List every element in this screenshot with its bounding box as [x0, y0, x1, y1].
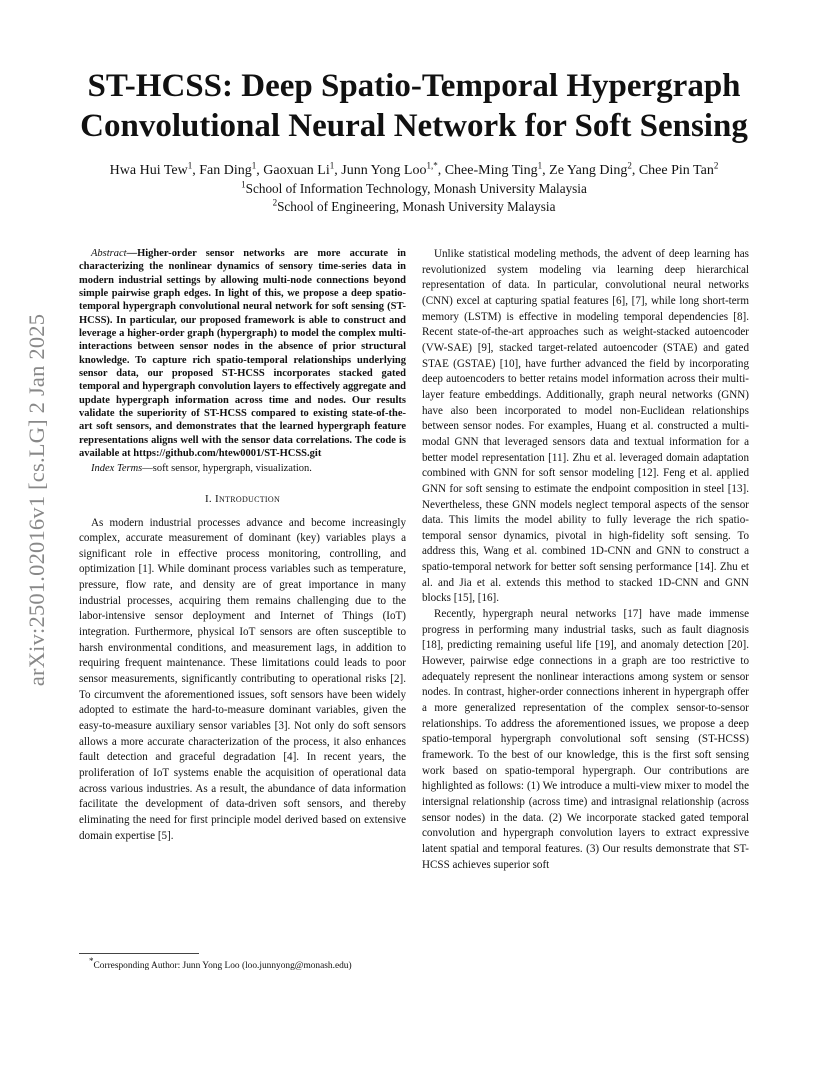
section-heading-introduction: I. Introduction [204, 492, 281, 505]
intro-paragraph-2: Unlike statistical modeling methods, the advent of deep learning has revolutionized system modeling via learning deep hierarchical representation of data. In particular, convolutional neural networks (CNN) excel at capturing spatial features [6], [7], while long short-term memory (LSTM) is effective in modeling temporal dependencies [8]. Recent state-of-the-art approaches such as weight-stacked autoencoder (VW-SAE) [9], stacked target-related autoencoder (STAE) and gated STAE (GSTAE) [10], have further advanced the field by incorporating deep autoencoders to better retains model information across their multi-layer feature embeddings. Additionally, graph neural networks (GNN) have also been incorporated to model non-Euclidean relationships between sensor nodes. For examples, Huang et al. constructed a multi-modal GNN that leveraged sensors data and textual information for a better model representation [11]. Zhu et al. leveraged domain adaptation combined with GNN for soft sensor modeling [12]. Feng et al. applied GNN for soft sensing to estimate the endpoint composition in steel [13]. Nevertheless, these GNN models neglect temporal aspects of the sensor data. This limits the model ability to fully leverage the rich spatio-temporal sensor dynamics, pivotal in high-fidelity soft sensing. To address this, Wang et al. combined 1D-CNN and GNN to construct a spatio-temporal network for better soft sensing performance [14]. Zhu et al. and Jia et al. extends this method to stacked 1D-CNN and GNN blocks [15], [16]. [422, 248, 749, 605]
affiliation-1: $^1$School of Information Technology, Monash University Malaysia [241, 179, 587, 196]
author: Hwa Hui Tew$^1$ [109, 160, 193, 178]
index-terms: Index Terms—soft sensor, hypergraph, visualization. [91, 462, 312, 474]
arxiv-identifier: arXiv:2501.02016v1 [cs.LG] 2 Jan 2025 [24, 313, 49, 687]
author: Ze Yang Ding$^2$ [549, 160, 632, 178]
arxiv-sidebar [22, 300, 52, 700]
intro-paragraph-3: Recently, hypergraph neural networks [17] have made immense progress in performing many industrial tasks, such as fault diagnosis [18], predicting remaining useful life [19], and anomaly detection [20]. However, pairwise edge connections in a graph are too restrictive to adequately represent the nonlinear interactions among system or sensor nodes. In contrast, higher-order connections inherent in hypergraph offer a more generalized representation of the complex sensor-to-sensor relationships. To address the aforementioned issues, we propose a deep spatio-temporal hypergraph convolutional soft sensing (ST-HCSS) framework. To the best of our knowledge, this is the first soft sensing work based on spatio-temporal hypergraph. Our contributions are highlighted as follows: (1) We introduce a multi-view mixer to model the intersignal relationship (across time) and intrasignal relationship (across sensor nodes) in the data. (2) We incorporate stacked gated temporal convolution and hypergraph convolution layers to extract expressive latent spatial and temporal features. (3) Our results demonstrate that ST-HCSS achieves superior soft [422, 608, 749, 871]
paper-title [60, 66, 768, 146]
abstract: Abstract—Higher-order sensor networks are more accurate in characterizing the nonlinear dynamics of sensory time-series data in modern industrial settings by allowing multi-node connections beyond simple pairwise graph edges. In light of this, we propose a deep spatio-temporal hypergraph convolutional neural network for soft sensing (ST-HCSS). In particular, our proposed framework is able to construct and leverage a higher-order graph (hypergraph) to model the complex multi-interactions between sensor nodes in the absence of prior structural knowledge. To capture rich spatio-temporal relationships underlying sensor data, our proposed ST-HCSS incorporates stacked gated temporal and hypergraph convolution layers to effectively aggregate and update hypergraph information across time and nodes. Our results validate the superiority of ST-HCSS compared to existing state-of-the-art soft sensors, and demonstrates that the learned hypergraph feature representations aligns well with the sensor data correlations. The code is available at https://github.com/htew0001/ST-HCSS.git [79, 248, 406, 460]
author: Chee Pin Tan$^2$ [638, 160, 719, 178]
author: Gaoxuan Li$^1$ [263, 160, 335, 178]
right-column [422, 247, 749, 873]
author: Junn Yong Loo$^{1,*}$ [341, 160, 438, 178]
author: Fan Ding$^1$ [199, 160, 257, 178]
author-list: Hwa Hui Tew$^1$, Fan Ding$^1$, Gaoxuan Li$^1$, Junn Yong Loo$^{1,*}$, Chee-Ming Ting$^1$, Ze Yang Ding$^2$, Chee Pin Tan$^2$ [109, 160, 719, 178]
title-line-1: ST-HCSS: Deep Spatio-Temporal Hypergraph [87, 68, 741, 104]
corresponding-author-footnote: *Corresponding Author: Junn Yong Loo (loo.junnyong@monash.edu) [89, 955, 352, 971]
intro-paragraph-1: As modern industrial processes advance and become increasingly complex, accurate measurement of dominant (key) variables plays a significant role in effective process monitoring, controlling, and optimization [1]. While dominant process variables such as temperature, pressure, flow rate, and density are of great importance in many industrial processes, acquiring them remains challenging due to the labor-intensive sensor deployment and Internet of Things (IoT) integration. Furthermore, physical IoT sensors are often susceptible to harsh environmental conditions, and measurement lags, in addition to requiring frequent maintenance. These limitations could leads to poor sensor measurements, significantly contributing to operational risks [2]. To circumvent the aforementioned issues, soft sensors have been widely adopted to estimate the hard-to-measure dominant variables, given the easy-to-measure auxiliary sensor variables [3]. Not only do soft sensors allows a more accurate characterization of the process, it also enhances fault detection and graceful degradation [4]. In recent years, the proliferation of IoT systems enable the acquisition of operational data across various industries. As a result, the abundance of data information facilitate the development of data-driven soft sensors, and thereby eliminating the need for first principle model derived based on extensive domain expertise [5]. [79, 516, 406, 842]
author: Chee-Ming Ting$^1$ [444, 160, 543, 178]
left-column [79, 247, 406, 844]
title-block [60, 66, 768, 216]
title-line-2: Convolutional Neural Network for Soft Sensing [80, 108, 748, 144]
footnote-divider [79, 953, 199, 954]
affiliation-2: $^2$School of Engineering, Monash University Malaysia [272, 197, 556, 214]
